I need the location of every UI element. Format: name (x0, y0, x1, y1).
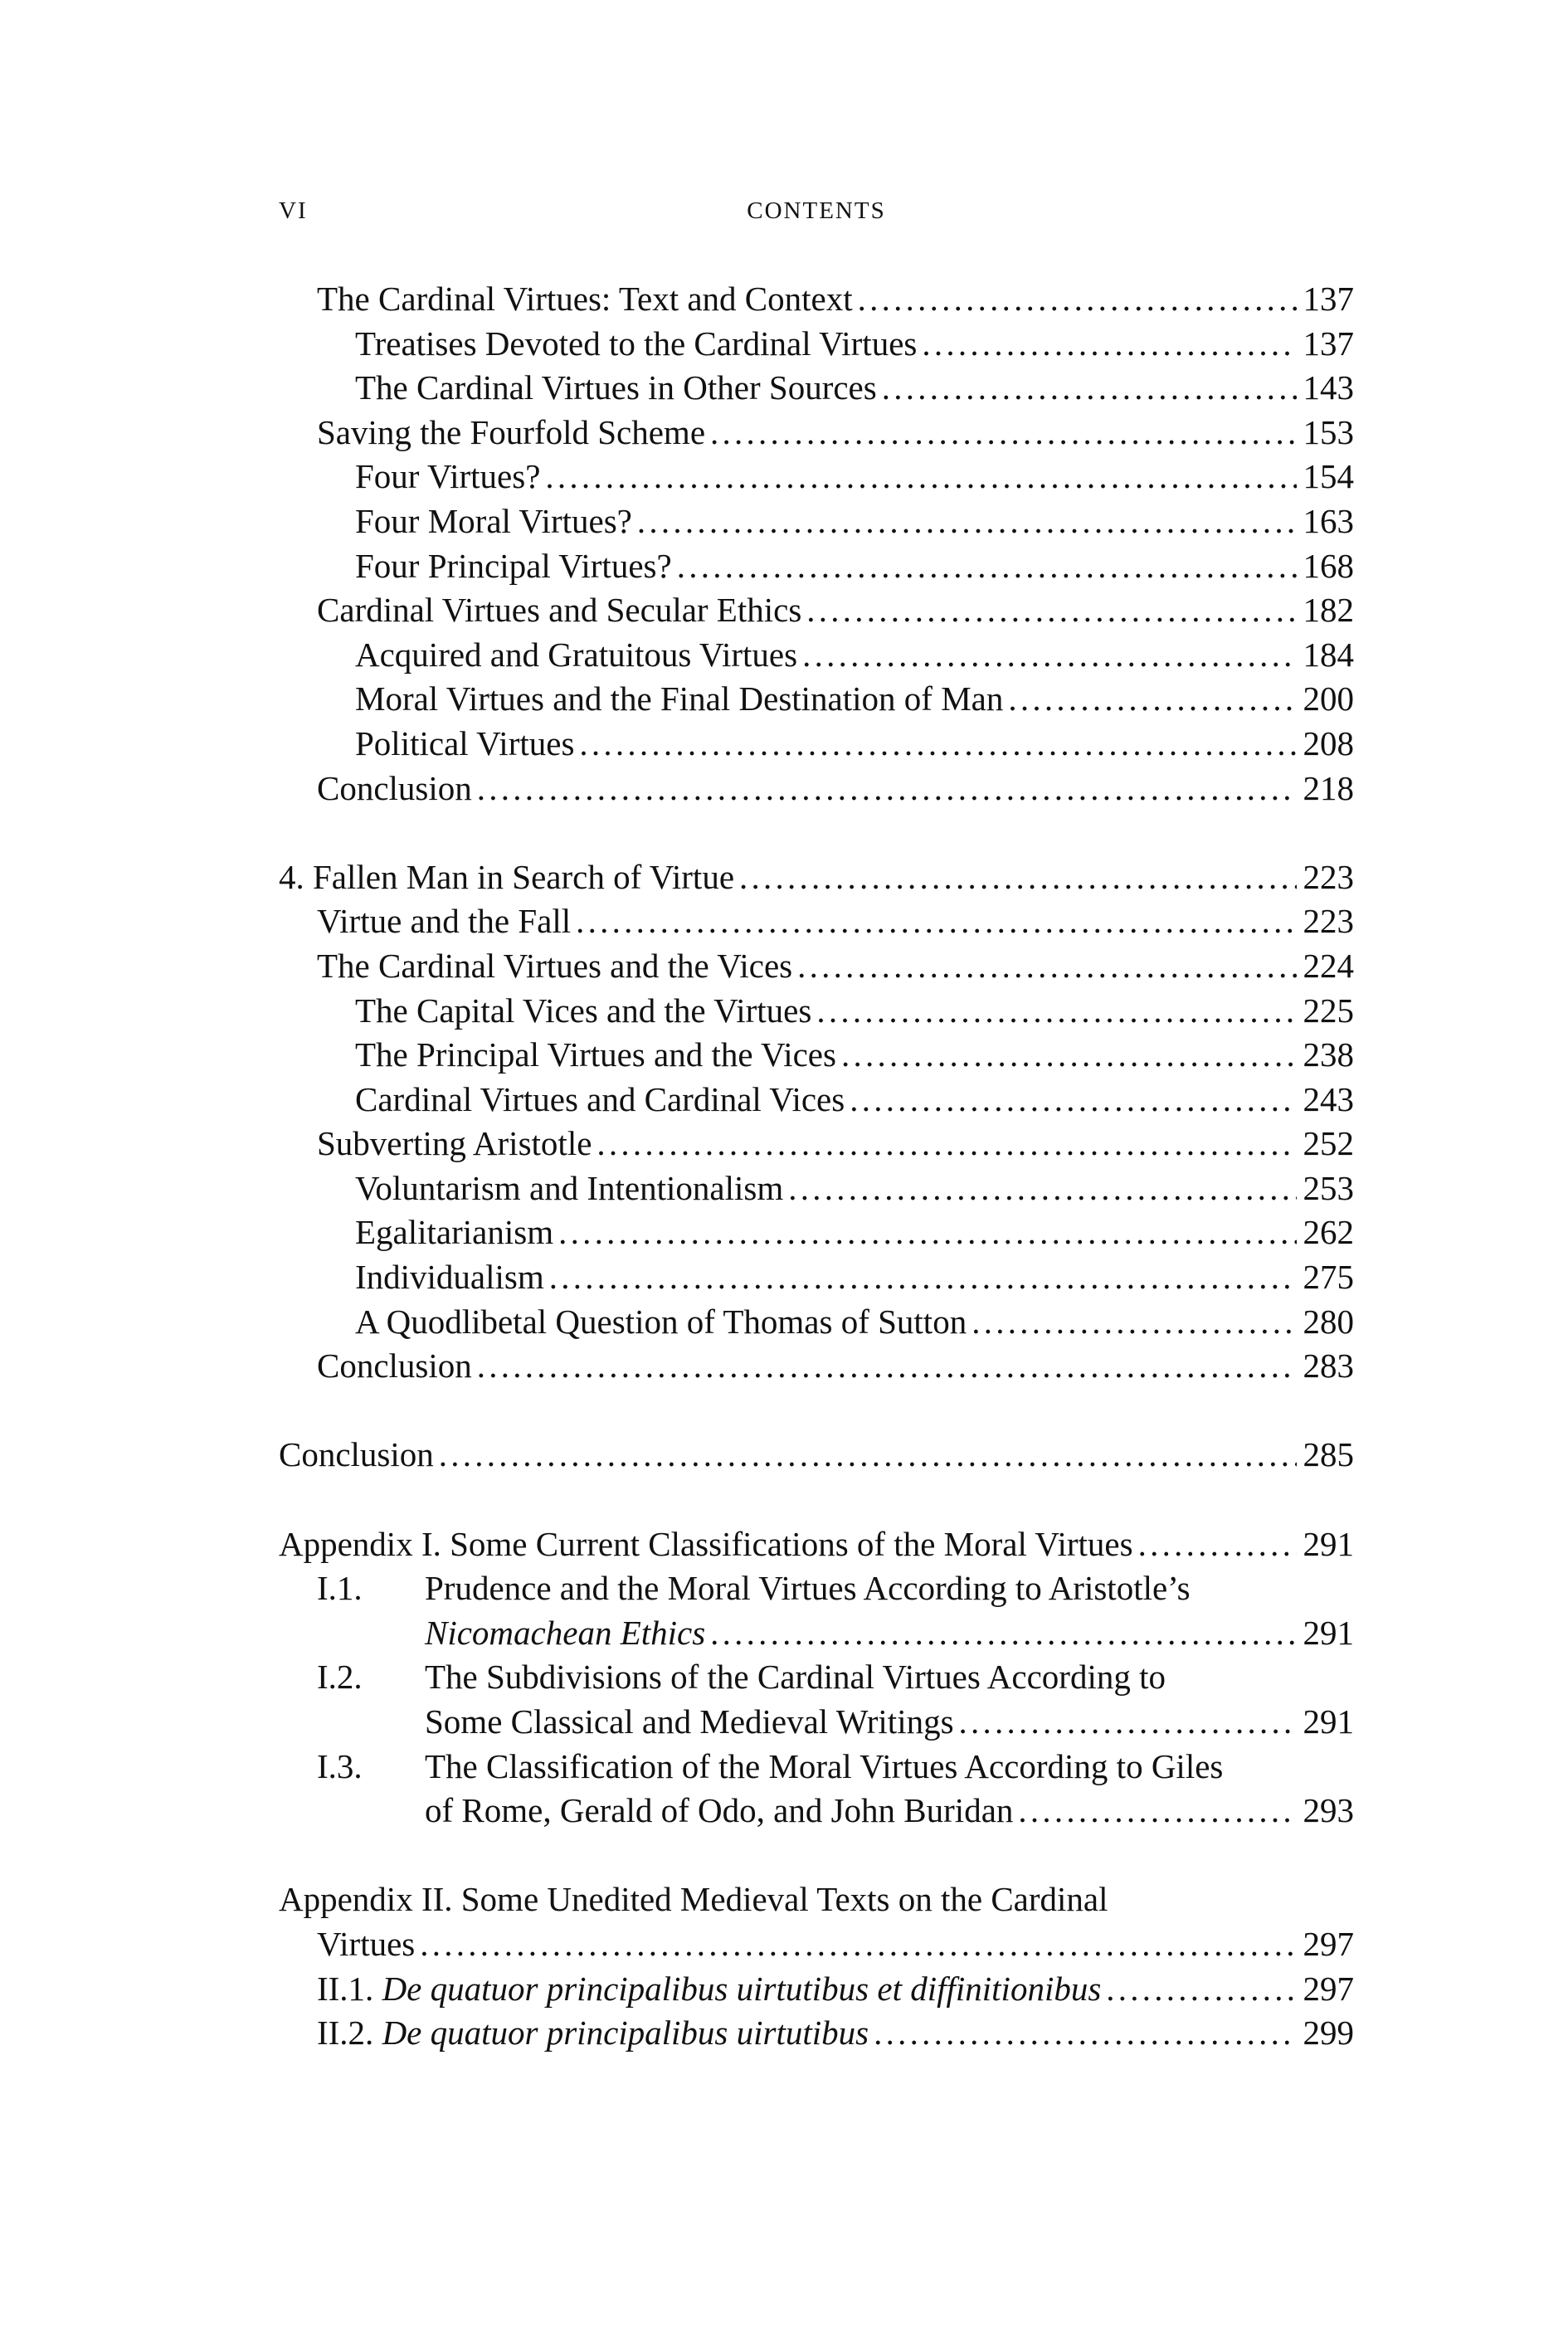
toc-entry-title: The Classification of the Moral Virtues According to Giles (425, 1746, 1224, 1785)
toc-entry-title: Individualism (355, 1258, 544, 1297)
toc-subentry-line[interactable] (279, 1745, 1354, 1790)
toc-entry[interactable] (279, 499, 1354, 544)
toc-chapter-entry[interactable] (279, 855, 1354, 900)
toc-entry-page: 224 (1303, 946, 1354, 985)
section-gap (279, 811, 1354, 855)
toc-entry[interactable] (279, 1078, 1354, 1122)
page-header (279, 197, 1354, 231)
toc-entry[interactable] (279, 588, 1354, 633)
leader-dots (858, 277, 1297, 322)
leader-dots (850, 1078, 1296, 1122)
toc-appendix-continuation[interactable] (279, 1922, 1354, 1967)
toc-entry-title: Cardinal Virtues and Cardinal Vices (355, 1079, 845, 1118)
toc-entry-title: The Subdivisions of the Cardinal Virtues According to (425, 1658, 1166, 1697)
leader-dots (1008, 677, 1296, 722)
toc-entry[interactable] (279, 944, 1354, 989)
running-head: CONTENTS (747, 197, 886, 224)
leader-dots (710, 411, 1296, 455)
toc-entry[interactable] (279, 277, 1354, 322)
toc-entry-title: Cardinal Virtues and Secular Ethics (317, 591, 802, 630)
toc-entry[interactable] (279, 1166, 1354, 1211)
toc-entry-page: 291 (1303, 1613, 1354, 1652)
leader-dots (420, 1922, 1296, 1967)
toc-entry-page: 163 (1303, 501, 1354, 540)
toc-entry-title: Virtue and the Fall (317, 902, 572, 941)
toc-entry[interactable] (279, 411, 1354, 455)
toc-entry[interactable] (279, 677, 1354, 722)
toc-entry[interactable] (279, 722, 1354, 767)
toc-entry[interactable] (279, 1210, 1354, 1255)
toc-entry-number: I.1. (317, 1569, 363, 1608)
toc-entry-page: 299 (1303, 2014, 1354, 2053)
leader-dots (874, 2011, 1296, 2056)
toc-entry-title: The Cardinal Virtues: Text and Context (317, 280, 853, 318)
section-gap (279, 1389, 1354, 1434)
toc-entry-title: Appendix I. Some Current Classifications of the Moral Virtues (279, 1524, 1133, 1563)
toc-entry-title: Acquired and Gratuitous Virtues (355, 635, 798, 674)
leader-dots (597, 1122, 1296, 1166)
toc-entry-title: Conclusion (317, 768, 472, 807)
toc-entry-title: Treatises Devoted to the Cardinal Virtues (355, 324, 918, 363)
toc-entry-title: De quatuor principalibus uirtutibus et diffinitionibus (382, 1969, 1102, 2008)
leader-dots (882, 366, 1297, 411)
toc-appendix-entry[interactable] (279, 1522, 1354, 1567)
toc-subentry-line[interactable] (279, 1655, 1354, 1700)
toc-entry[interactable] (279, 2011, 1354, 2056)
toc-entry-title-continued: Some Classical and Medieval Writings (425, 1702, 954, 1741)
toc-entry[interactable] (279, 455, 1354, 499)
toc-entry-title: The Capital Vices and the Virtues (355, 991, 812, 1030)
toc-entry-title: A Quodlibetal Question of Thomas of Sutton (355, 1302, 967, 1341)
leader-dots (802, 633, 1296, 678)
leader-dots (576, 899, 1296, 944)
toc-entry[interactable] (279, 989, 1354, 1034)
toc-entry-title: The Principal Virtues and the Vices (355, 1035, 836, 1074)
toc-entry-page: 293 (1303, 1791, 1354, 1830)
toc-entry-page: 283 (1303, 1346, 1354, 1385)
leader-dots (477, 767, 1297, 811)
leader-dots (1138, 1522, 1297, 1567)
leader-dots (549, 1255, 1297, 1300)
toc-entry-page: 262 (1303, 1213, 1354, 1252)
leader-dots (558, 1210, 1296, 1255)
toc-entry-title: Conclusion (279, 1435, 434, 1474)
toc-entry-title: Four Virtues? (355, 457, 541, 496)
toc-entry-title: De quatuor principalibus uirtutibus (382, 2014, 869, 2053)
toc-entry[interactable] (279, 767, 1354, 811)
toc-entry-title: Four Moral Virtues? (355, 501, 632, 540)
toc-subentry-continuation[interactable] (279, 1789, 1354, 1833)
toc-entry-title: The Cardinal Virtues in Other Sources (355, 368, 877, 407)
toc-entry-page: 208 (1303, 723, 1354, 762)
toc-entry[interactable] (279, 1300, 1354, 1345)
toc-entry-page: 168 (1303, 546, 1354, 585)
leader-dots (788, 1166, 1296, 1211)
toc-entry[interactable] (279, 633, 1354, 678)
toc-entry-page: 238 (1303, 1035, 1354, 1074)
toc-entry-title: Voluntarism and Intentionalism (355, 1168, 784, 1207)
toc-entry-number: II.2. (317, 2014, 374, 2053)
toc-subentry-continuation[interactable] (279, 1700, 1354, 1745)
toc-entry-title-continued: Nicomachean Ethics (425, 1613, 706, 1652)
toc-entry-page: 297 (1303, 1969, 1354, 2008)
toc-entry-page: 285 (1303, 1435, 1354, 1474)
toc-entry-page: 200 (1303, 679, 1354, 718)
toc-entry-page: 218 (1303, 768, 1354, 807)
toc-entry[interactable] (279, 544, 1354, 589)
toc-entry-number: I.2. (317, 1658, 363, 1697)
toc-entry-page: 252 (1303, 1124, 1354, 1163)
leader-dots (841, 1033, 1297, 1078)
leader-dots (677, 544, 1297, 589)
leader-dots (710, 1611, 1296, 1656)
leader-dots (545, 455, 1296, 499)
toc-entry-page: 225 (1303, 991, 1354, 1030)
toc-entry[interactable] (279, 1967, 1354, 2012)
toc-entry-page: 143 (1303, 368, 1354, 407)
toc-entry-page: 275 (1303, 1258, 1354, 1297)
toc-entry-page: 184 (1303, 635, 1354, 674)
leader-dots (1018, 1789, 1296, 1833)
leader-dots (797, 944, 1296, 989)
toc-entry-page: 182 (1303, 591, 1354, 630)
toc-entry-page: 137 (1303, 324, 1354, 363)
table-of-contents (279, 277, 1354, 2056)
leader-dots (816, 989, 1296, 1034)
toc-entry[interactable] (279, 1255, 1354, 1300)
toc-entry-page: 243 (1303, 1079, 1354, 1118)
toc-entry-title: Prudence and the Moral Virtues According to Aristotle’s (425, 1569, 1191, 1608)
toc-entry[interactable] (279, 1122, 1354, 1166)
leader-dots (637, 499, 1297, 544)
toc-entry-page: 153 (1303, 412, 1354, 451)
toc-entry-title: 4. Fallen Man in Search of Virtue (279, 857, 735, 896)
toc-subentry-continuation[interactable] (279, 1611, 1354, 1656)
toc-entry[interactable] (279, 1033, 1354, 1078)
toc-entry-page: 154 (1303, 457, 1354, 496)
toc-entry-page: 137 (1303, 280, 1354, 318)
toc-subentry-line[interactable] (279, 1566, 1354, 1611)
toc-entry[interactable] (279, 899, 1354, 944)
toc-entry-page: 223 (1303, 857, 1354, 896)
toc-entry-page: 223 (1303, 902, 1354, 941)
leader-dots (806, 588, 1296, 633)
toc-entry-title-continued: Virtues (317, 1924, 416, 1963)
leader-dots (959, 1700, 1297, 1745)
toc-entry-page: 280 (1303, 1302, 1354, 1341)
toc-conclusion-entry[interactable] (279, 1433, 1354, 1478)
toc-entry-page: 253 (1303, 1168, 1354, 1207)
section-gap (279, 1478, 1354, 1522)
toc-entry-page: 291 (1303, 1524, 1354, 1563)
toc-appendix-entry[interactable] (279, 1877, 1354, 1922)
leader-dots (477, 1344, 1297, 1389)
toc-entry-title-continued: of Rome, Gerald of Odo, and John Buridan (425, 1791, 1014, 1830)
toc-entry-title: Four Principal Virtues? (355, 546, 672, 585)
toc-entry-title: Subverting Aristotle (317, 1124, 592, 1163)
toc-entry-title: Saving the Fourfold Scheme (317, 412, 706, 451)
toc-entry-title: The Cardinal Virtues and the Vices (317, 946, 793, 985)
leader-dots (922, 322, 1296, 367)
toc-entry-page: 291 (1303, 1702, 1354, 1741)
section-gap (279, 1833, 1354, 1878)
toc-entry[interactable] (279, 366, 1354, 411)
toc-entry-number: I.3. (317, 1746, 363, 1785)
toc-entry-title: Appendix II. Some Unedited Medieval Texts on the Cardinal (279, 1880, 1108, 1919)
toc-entry-page: 297 (1303, 1924, 1354, 1963)
toc-entry-title: Moral Virtues and the Final Destination of Man (355, 679, 1004, 718)
leader-dots (439, 1433, 1297, 1478)
toc-entry-title: Conclusion (317, 1346, 472, 1385)
toc-entry-title: Egalitarianism (355, 1213, 554, 1252)
toc-entry-number: II.1. (317, 1969, 374, 2008)
toc-entry-title: Political Virtues (355, 723, 575, 762)
page-number: VI (279, 197, 308, 224)
toc-entry[interactable] (279, 1344, 1354, 1389)
toc-entry[interactable] (279, 322, 1354, 367)
leader-dots (971, 1300, 1296, 1345)
leader-dots (579, 722, 1296, 767)
leader-dots (1106, 1967, 1296, 2012)
leader-dots (739, 855, 1296, 900)
